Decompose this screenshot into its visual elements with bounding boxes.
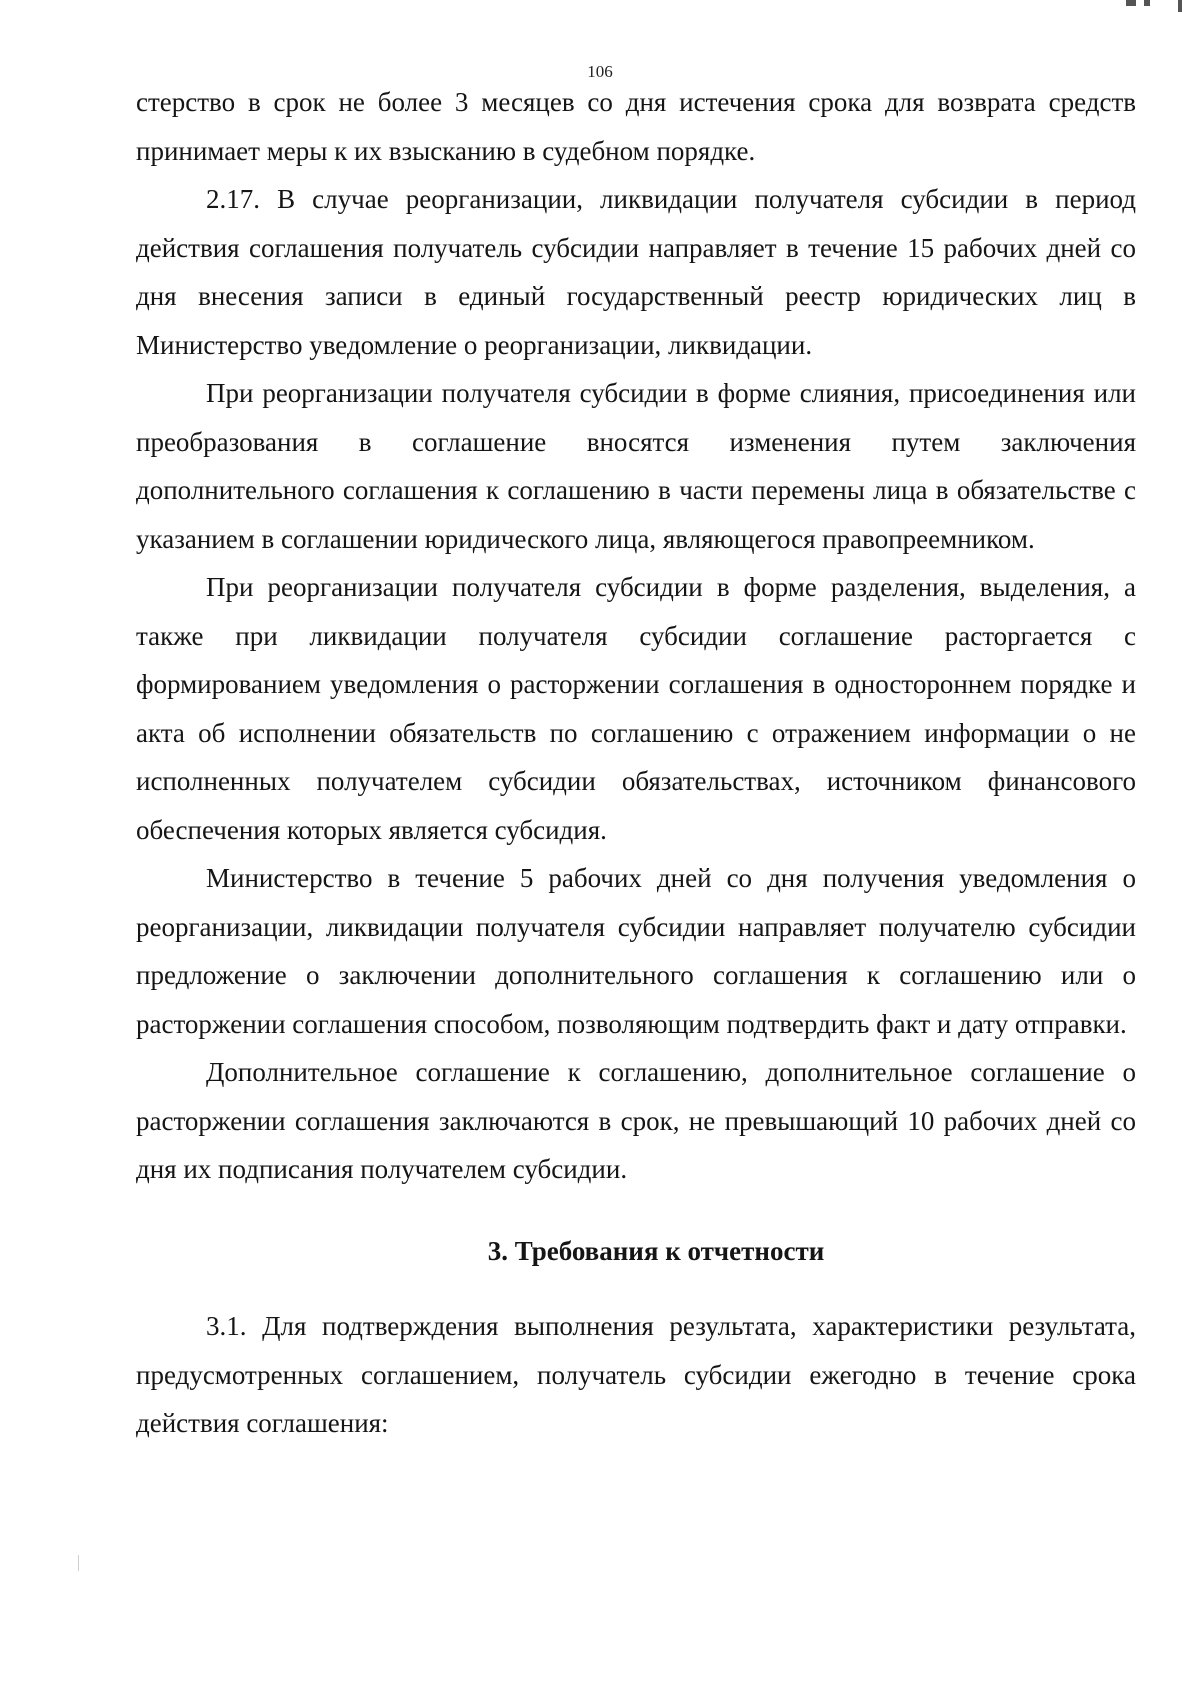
page-number: 106	[587, 62, 613, 81]
section-heading: 3. Требования к отчетности	[487, 1235, 825, 1266]
scan-artifact	[1126, 0, 1186, 14]
paragraph-merger-reorganization: При реорганизации получателя субсидии в форме слияния, присоединения или преобразования в соглашение вносятся изменения путем заключения дополнительного соглашения к соглашению в части перемены лица в обязательстве с указанием в соглашении юридического лица, являющегося правопреемником.	[136, 378, 1136, 554]
document-body	[136, 78, 1136, 1448]
paragraph-division-liquidation: При реорганизации получателя субсидии в форме разделения, выделения, а также при ликвидации получателя субсидии соглашение расторгается с формированием уведомления о расторжении соглашения в одностороннем порядке и акта об исполнении обязательств по соглашению с отражением информации о не исполненных получателем субсидии обязательствах, источником финансового обеспечения которых является субсидия.	[136, 572, 1136, 845]
paragraph-ministry-proposal: Министерство в течение 5 рабочих дней со дня получения уведомления о реорганизации, ликвидации получателя субсидии направляет получателю субсидии предложение о заключении дополнительного соглашения к соглашению или о расторжении соглашения способом, позволяющим подтвердить факт и дату отправки.	[136, 863, 1136, 1039]
paragraph-2-17: 2.17. В случае реорганизации, ликвидации получателя субсидии в период действия соглашения получатель субсидии направляет в течение 15 рабочих дней со дня внесения записи в единый государственный реестр юридических лиц в Министерство уведомление о реорганизации, ликвидации.	[136, 184, 1136, 360]
scan-artifact	[78, 1555, 79, 1571]
paragraph-continuation: стерство в срок не более 3 месяцев со дня истечения срока для возврата средств принимает меры к их взысканию в судебном порядке.	[136, 87, 1136, 166]
paragraph-additional-agreement: Дополнительное соглашение к соглашению, дополнительное соглашение о расторжении соглашения заключаются в срок, не превышающий 10 рабочих дней со дня их подписания получателем субсидии.	[136, 1057, 1136, 1184]
paragraph-3-1: 3.1. Для подтверждения выполнения результата, характеристики результата, предусмотренных соглашением, получатель субсидии ежегодно в течение срока действия соглашения:	[136, 1311, 1136, 1438]
